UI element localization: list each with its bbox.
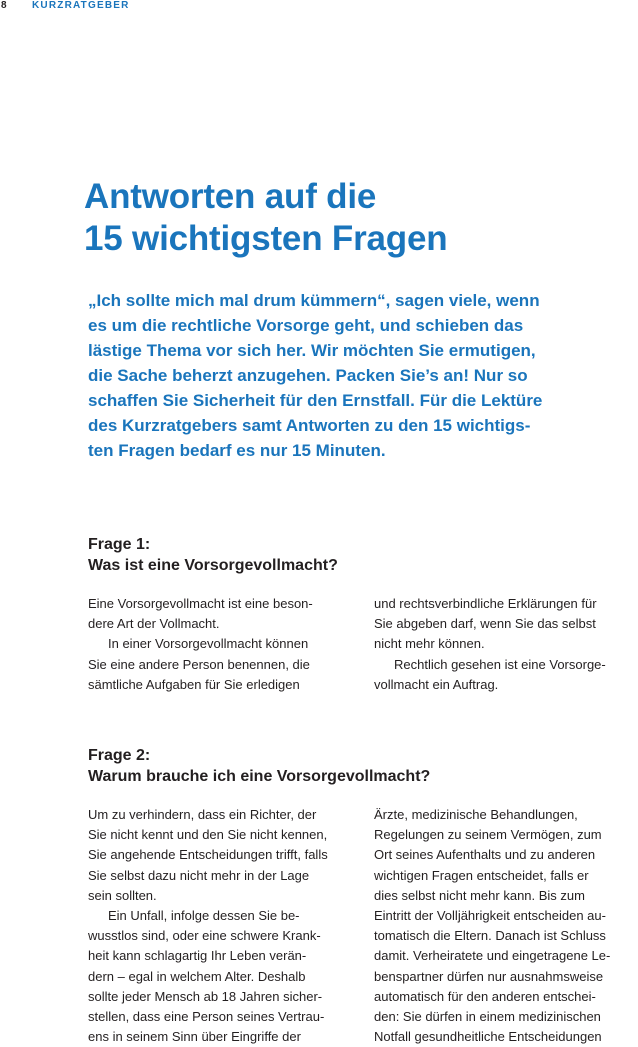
body-line: stellen, dass eine Person seines Vertrau- bbox=[88, 1009, 325, 1025]
body-line: Eine Vorsorgevollmacht ist eine beson- bbox=[88, 596, 313, 611]
body-line: nicht mehr können. bbox=[374, 636, 485, 652]
body-line: Um zu verhindern, dass ein Richter, der bbox=[88, 807, 317, 822]
question-1-heading bbox=[88, 534, 608, 576]
question-label: Frage 2: bbox=[88, 747, 151, 764]
body-line: Sie angehende Entscheidungen trifft, falls bbox=[88, 847, 328, 863]
question-2-column-left bbox=[88, 805, 350, 1047]
body-line: automatisch für den anderen entschei- bbox=[374, 988, 596, 1004]
body-line: Notfall gesundheitliche Entscheidungen bbox=[374, 1029, 602, 1045]
body-line: vollmacht ein Auftrag. bbox=[374, 676, 499, 692]
body-line: Sie eine andere Person benennen, die bbox=[88, 656, 310, 672]
question-1-column-left bbox=[88, 594, 350, 695]
body-line: wichtigen Fragen entscheidet, falls er bbox=[374, 867, 589, 883]
title-line: 15 wichtigsten Fragen bbox=[84, 219, 448, 258]
body-line: benspartner dürfen nur ausnahmsweise bbox=[374, 968, 604, 984]
body-line: sein sollten. bbox=[88, 887, 157, 903]
body-line: damit. Verheiratete und eingetragene Le- bbox=[374, 948, 611, 964]
question-2-section bbox=[88, 745, 608, 787]
body-line: und rechtsverbindliche Erklärungen für bbox=[374, 596, 597, 611]
body-line: tomatisch die Eltern. Danach ist Schluss bbox=[374, 928, 606, 944]
question-1-column-right bbox=[374, 594, 636, 695]
question-label: Frage 1: bbox=[88, 536, 151, 553]
intro-line: schaffen Sie Sicherheit für den Ernstfall. Für die Lektüre bbox=[88, 391, 543, 410]
intro-line: lästige Thema vor sich her. Wir möchten Sie ermutigen, bbox=[88, 341, 536, 360]
body-line: In einer Vorsorgevollmacht können bbox=[108, 636, 309, 652]
body-line: Rechtlich gesehen ist eine Vorsorge- bbox=[394, 656, 606, 672]
body-line: Eintritt der Volljährigkeit entscheiden au- bbox=[374, 908, 606, 924]
body-line: ens in seinem Sinn über Eingriffe der bbox=[88, 1029, 301, 1045]
body-line: wusstlos sind, oder eine schwere Krank- bbox=[88, 928, 321, 944]
body-line: sämtliche Aufgaben für Sie erledigen bbox=[88, 676, 300, 692]
page-title bbox=[84, 176, 604, 260]
section-label: KURZRATGEBER bbox=[32, 0, 130, 11]
intro-line: die Sache beherzt anzugehen. Packen Sie’s an! Nur so bbox=[88, 366, 528, 385]
body-line: Regelungen zu seinem Vermögen, zum bbox=[374, 827, 602, 843]
page-number: 8 bbox=[1, 0, 8, 11]
title-line: Antworten auf die bbox=[84, 177, 377, 216]
intro-paragraph bbox=[88, 288, 608, 463]
question-2-column-right bbox=[374, 805, 636, 1047]
body-line: Ort seines Aufenthalts und zu anderen bbox=[374, 847, 596, 863]
body-line: Sie selbst dazu nicht mehr in der Lage bbox=[88, 867, 310, 883]
body-line: Ein Unfall, infolge dessen Sie be- bbox=[108, 908, 300, 924]
intro-line: ten Fragen bedarf es nur 15 Minuten. bbox=[88, 441, 386, 460]
body-line: Sie abgeben darf, wenn Sie das selbst bbox=[374, 616, 596, 632]
question-text: Was ist eine Vorsorgevollmacht? bbox=[88, 557, 338, 574]
body-line: dies selbst nicht mehr kann. Bis zum bbox=[374, 887, 585, 903]
body-line: Sie nicht kennt und den Sie nicht kennen, bbox=[88, 827, 328, 843]
intro-line: es um die rechtliche Vorsorge geht, und schieben das bbox=[88, 316, 524, 335]
body-line: heit kann schlagartig Ihr Leben verän- bbox=[88, 948, 307, 964]
question-1-section bbox=[88, 534, 608, 576]
body-line: dern – egal in welchem Alter. Deshalb bbox=[88, 968, 306, 984]
intro-line: des Kurzratgebers samt Antworten zu den 15 wichtigs- bbox=[88, 416, 531, 435]
body-line: den: Sie dürfen in einem medizinischen bbox=[374, 1009, 601, 1025]
intro-line: „Ich sollte mich mal drum kümmern“, sagen viele, wenn bbox=[88, 291, 540, 310]
body-line: dere Art der Vollmacht. bbox=[88, 616, 220, 632]
question-text: Warum brauche ich eine Vorsorgevollmacht? bbox=[88, 768, 431, 785]
body-line: sollte jeder Mensch ab 18 Jahren sicher- bbox=[88, 988, 323, 1004]
question-2-heading bbox=[88, 745, 608, 787]
body-line: Ärzte, medizinische Behandlungen, bbox=[374, 807, 578, 822]
